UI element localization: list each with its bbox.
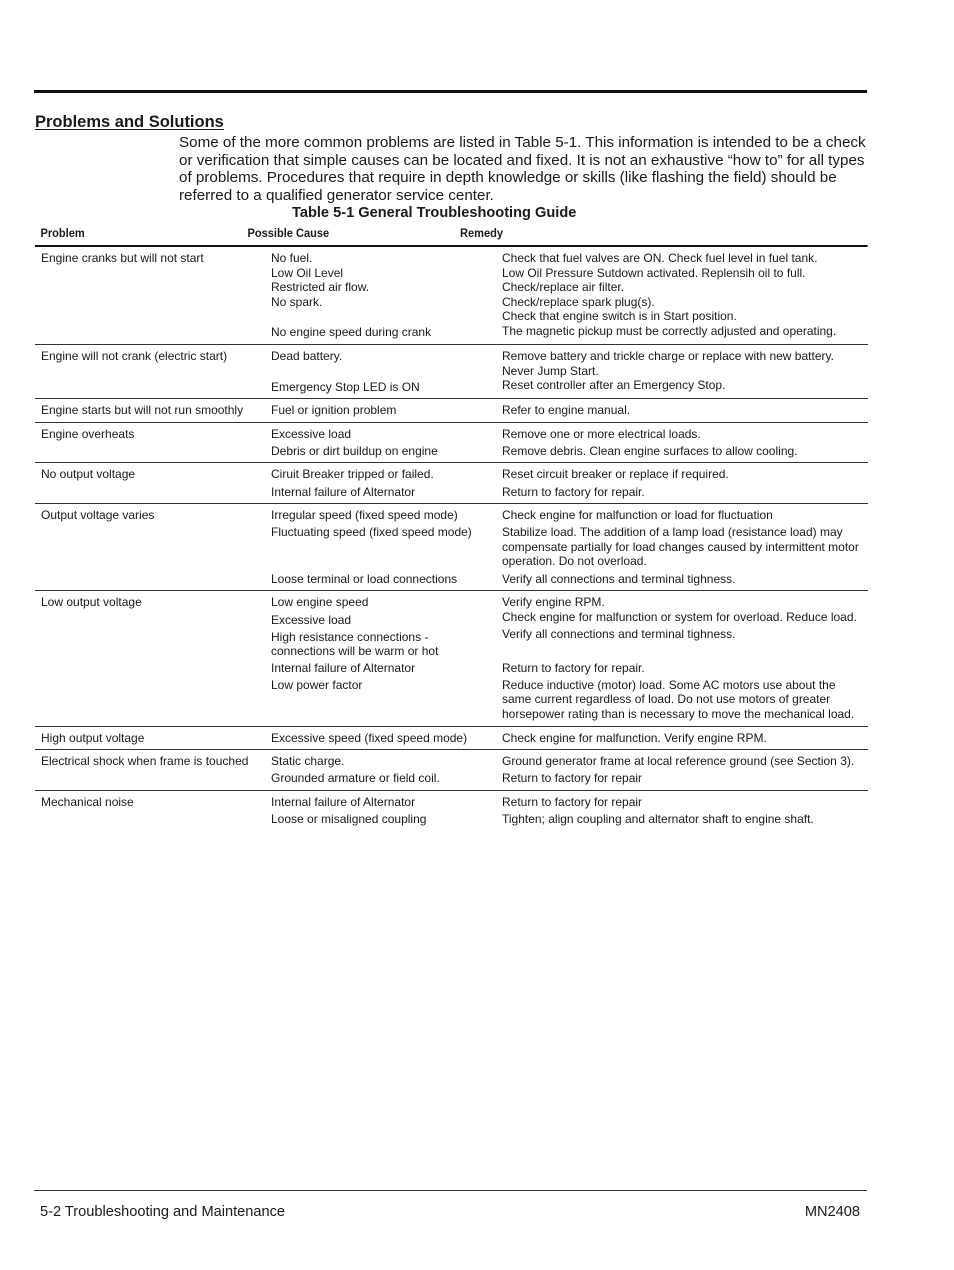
cause-text: Internal failure of Alternator (271, 794, 416, 809)
remedy-text: Check engine for malfunction or load for fluctuation (502, 508, 773, 523)
remedy-text: Return to factory for repair (502, 794, 643, 809)
cause-text: No spark. (271, 294, 323, 309)
remedy-text: Reset controller after an Emergency Stop. (502, 378, 726, 393)
remedy-text: Return to factory for repair (502, 771, 643, 786)
cause-text: Excessive load (271, 612, 352, 627)
cause-text: Internal failure of Alternator (271, 484, 416, 499)
cause-text: Internal failure of Alternator (271, 661, 416, 676)
cause-text: No engine speed during crank (271, 325, 432, 340)
problem-cell: Low output voltage (41, 595, 142, 610)
remedy-text: Never Jump Start. (502, 363, 599, 378)
table-row (35, 750, 868, 791)
table-row (35, 463, 868, 504)
remedy-text: Verify all connections and terminal tighness. (502, 571, 736, 586)
header-possible-cause: Possible Cause (247, 226, 330, 240)
remedy-text: Ground generator frame at local reference ground (see Section 3). (502, 754, 855, 769)
table-row (35, 791, 868, 831)
cause-text: Loose or misaligned coupling (271, 811, 427, 826)
table-row (35, 727, 868, 751)
table-row (35, 591, 868, 726)
remedy-text: Remove debris. Clean engine surfaces to allow cooling. (502, 443, 798, 458)
header-remedy: Remedy (460, 226, 503, 240)
section-title: Problems and Solutions (35, 113, 224, 131)
cause-text: Ciruit Breaker tripped or failed. (271, 467, 434, 482)
cause-cell (271, 754, 502, 786)
remedy-text: Reduce inductive (motor) load. Some AC motors use about the same current regardless of load. Do not use motors of greater horsepower rating than is necessary to move the mechanical load. (502, 677, 855, 721)
remedy-text: Check engine for malfunction. Verify engine RPM. (502, 730, 767, 745)
cause-cell (271, 508, 502, 586)
table-row (35, 504, 868, 591)
remedy-cell (502, 595, 868, 721)
remedy-cell (502, 403, 868, 418)
cause-text: Excessive speed (fixed speed mode) (271, 730, 468, 745)
cause-cell (271, 467, 502, 499)
problem-cell: Engine overheats (41, 426, 135, 441)
remedy-cell (502, 731, 868, 746)
problem-cell: High output voltage (41, 730, 145, 745)
remedy-text: Remove one or more electrical loads. (502, 426, 701, 441)
table-row (35, 345, 868, 399)
problem-cell: Output voltage varies (41, 508, 155, 523)
cause-cell (271, 427, 502, 459)
remedy-text: Check/replace spark plug(s). (502, 294, 655, 309)
remedy-text: Check engine for malfunction or system for overload. Reduce load. (502, 610, 857, 624)
table-row (35, 423, 868, 464)
cause-text: Dead battery. (271, 348, 343, 363)
top-divider (34, 90, 867, 93)
troubleshooting-table (35, 226, 868, 831)
footer-doc-number: MN2408 (804, 1204, 860, 1220)
footer-divider (34, 1190, 867, 1191)
remedy-text: Check that fuel valves are ON. Check fuel level in fuel tank. (502, 251, 818, 265)
remedy-text: Check that engine switch is in Start position. (502, 309, 737, 324)
cause-text: Irregular speed (fixed speed mode) (271, 508, 458, 523)
cause-text: Static charge. (271, 754, 345, 769)
remedy-cell (502, 467, 868, 499)
cause-text: Fuel or ignition problem (271, 403, 397, 418)
cause-text: No fuel. (271, 251, 313, 265)
cause-text: Excessive load (271, 426, 352, 441)
cause-text: Debris or dirt buildup on engine (271, 443, 438, 458)
remedy-cell (502, 508, 868, 586)
cause-text: Low power factor (271, 678, 363, 693)
remedy-text: Return to factory for repair. (502, 660, 645, 675)
cause-text: Emergency Stop LED is ON (271, 379, 420, 394)
cause-text: Restricted air flow. (271, 280, 370, 295)
cause-text: Low Oil Level (271, 265, 344, 280)
table-caption: Table 5-1 General Troubleshooting Guide (292, 205, 577, 221)
remedy-text: Return to factory for repair. (502, 484, 645, 499)
cause-cell (271, 403, 502, 418)
cause-text: Grounded armature or field coil. (271, 771, 440, 786)
remedy-text: Stabilize load. The addition of a lamp load (resistance load) may compensate partially for load changes caused by intermittent motor operation. Do not overload. (502, 525, 859, 569)
remedy-cell (502, 251, 868, 340)
cause-cell (271, 595, 502, 721)
remedy-cell (502, 349, 868, 394)
remedy-text: Reset circuit breaker or replace if required. (502, 467, 729, 482)
remedy-cell (502, 795, 868, 827)
problem-cell: Mechanical noise (41, 794, 134, 809)
intro-paragraph: Some of the more common problems are listed in Table 5-1. This information is intended to be a check or verification that simple causes can be located and fixed. It is not an exhaustive “how to” for all types of problems. Procedures that require in depth knowledge or skills (like flashing the field) should be referred to a qualified generator service center. (179, 134, 866, 204)
remedy-cell (502, 754, 868, 786)
cause-cell (271, 349, 502, 394)
remedy-text: Verify engine RPM. (502, 595, 605, 610)
remedy-text: Verify all connections and terminal tighness. (502, 627, 736, 642)
footer-section-label: 5-2 Troubleshooting and Maintenance (40, 1204, 286, 1220)
remedy-text: Tighten; align coupling and alternator shaft to engine shaft. (502, 811, 814, 826)
cause-text: Loose terminal or load connections (271, 571, 458, 586)
table-header (35, 226, 868, 247)
problem-cell: No output voltage (41, 467, 136, 482)
cause-text: High resistance connections - connections will be warm or hot (271, 629, 439, 659)
remedy-text: Refer to engine manual. (502, 403, 631, 418)
cause-cell (271, 795, 502, 827)
cause-cell (271, 731, 502, 746)
problem-cell: Engine starts but will not run smoothly (41, 403, 244, 418)
table-row (35, 247, 868, 345)
problem-cell: Engine will not crank (electric start) (41, 348, 228, 363)
remedy-text: The magnetic pickup must be correctly adjusted and operating. (502, 323, 837, 338)
cause-text: Low engine speed (271, 595, 369, 610)
table-row (35, 399, 868, 423)
problem-cell: Engine cranks but will not start (41, 251, 204, 265)
header-problem: Problem (40, 226, 85, 240)
remedy-text: Remove battery and trickle charge or replace with new battery. (502, 348, 834, 363)
remedy-text: Check/replace air filter. (502, 280, 625, 295)
remedy-cell (502, 427, 868, 459)
problem-cell: Electrical shock when frame is touched (41, 754, 249, 769)
cause-text: Fluctuating speed (fixed speed mode) (271, 525, 472, 540)
remedy-text: Low Oil Pressure Sutdown activated. Replensih oil to full. (502, 265, 806, 280)
cause-cell (271, 251, 502, 340)
